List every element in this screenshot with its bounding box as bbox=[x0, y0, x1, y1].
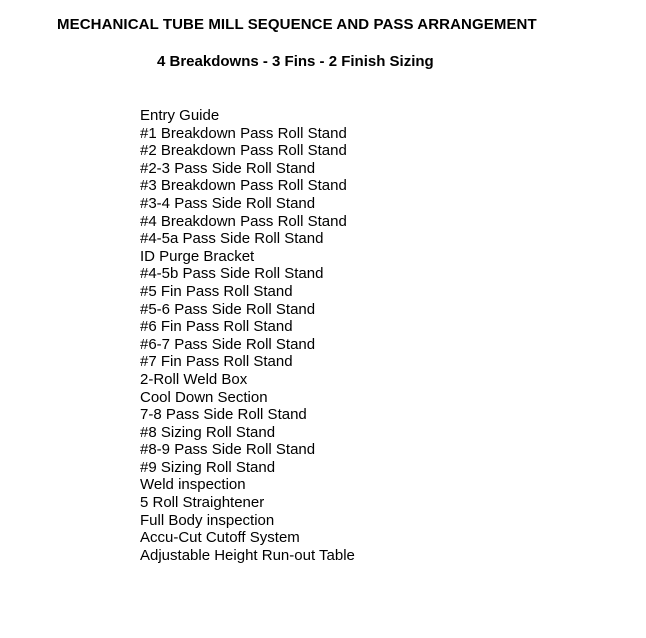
list-item: #3-4 Pass Side Roll Stand bbox=[140, 194, 316, 212]
list-item: #9 Sizing Roll Stand bbox=[140, 458, 276, 476]
list-item: #4-5b Pass Side Roll Stand bbox=[140, 265, 324, 283]
list-item: Cool Down Section bbox=[140, 388, 268, 406]
list-item: #8 Sizing Roll Stand bbox=[140, 423, 276, 441]
list-item: #2 Breakdown Pass Roll Stand bbox=[140, 142, 347, 160]
list-item: #6 Fin Pass Roll Stand bbox=[140, 318, 293, 336]
list-item: 5 Roll Straightener bbox=[140, 494, 265, 512]
document-subtitle: 4 Breakdowns - 3 Fins - 2 Finish Sizing bbox=[157, 53, 434, 70]
list-item: ID Purge Bracket bbox=[140, 247, 255, 265]
document-title: MECHANICAL TUBE MILL SEQUENCE AND PASS ARRANGEMENT bbox=[57, 16, 537, 33]
list-item: #7 Fin Pass Roll Stand bbox=[140, 353, 293, 371]
list-item: #5-6 Pass Side Roll Stand bbox=[140, 300, 316, 318]
sequence-list bbox=[140, 107, 355, 564]
list-item: Full Body inspection bbox=[140, 511, 275, 529]
list-item: #2-3 Pass Side Roll Stand bbox=[140, 159, 316, 177]
list-item: #5 Fin Pass Roll Stand bbox=[140, 282, 293, 300]
list-item: #1 Breakdown Pass Roll Stand bbox=[140, 124, 347, 142]
list-item: #6-7 Pass Side Roll Stand bbox=[140, 335, 316, 353]
list-item: Entry Guide bbox=[140, 107, 220, 124]
list-item: Accu-Cut Cutoff System bbox=[140, 529, 300, 547]
list-item: 2-Roll Weld Box bbox=[140, 370, 248, 388]
list-item: #8-9 Pass Side Roll Stand bbox=[140, 441, 316, 459]
list-item: Weld inspection bbox=[140, 476, 246, 494]
list-item: #4-5a Pass Side Roll Stand bbox=[140, 230, 324, 248]
list-item: Adjustable Height Run-out Table bbox=[140, 546, 355, 564]
list-item: 7-8 Pass Side Roll Stand bbox=[140, 406, 307, 424]
list-item: #3 Breakdown Pass Roll Stand bbox=[140, 177, 347, 195]
list-item: #4 Breakdown Pass Roll Stand bbox=[140, 212, 347, 230]
